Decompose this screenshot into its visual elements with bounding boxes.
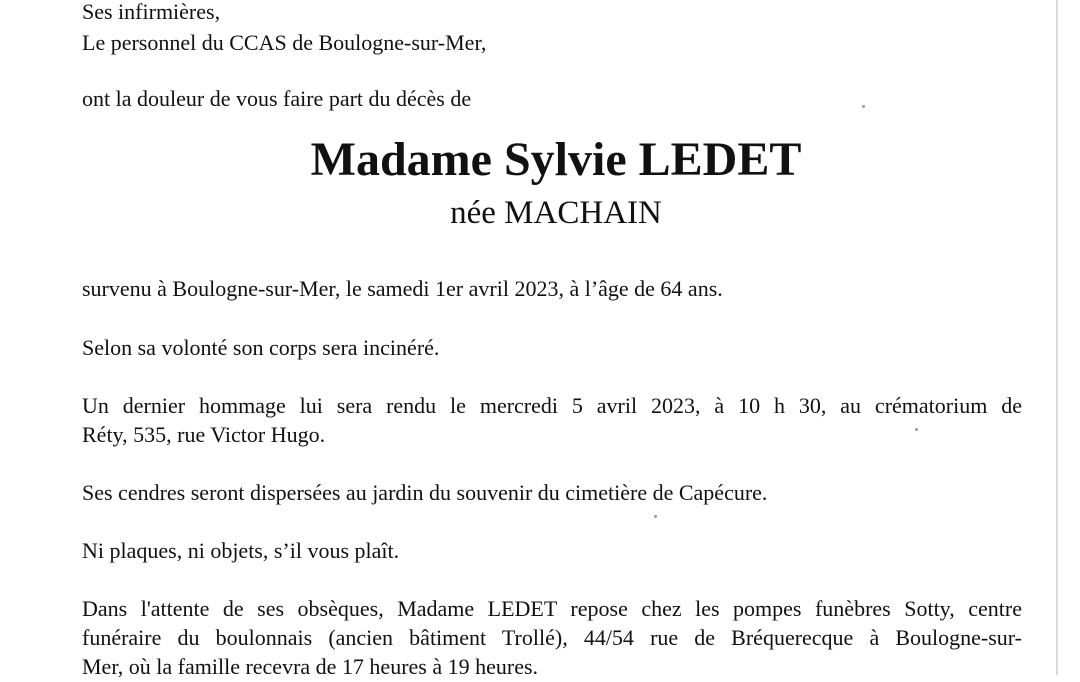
intro-text: ont la douleur de vous faire part du décès de xyxy=(82,86,472,111)
scan-speck xyxy=(654,515,657,518)
page-edge-rule xyxy=(1056,0,1058,675)
tribute-line-2: Réty, 535, rue Victor Hugo. xyxy=(82,422,326,447)
tribute-line-1: Un dernier hommage lui sera rendu le mercredi 5 avril 2023, à 10 h 30, au crématorium de xyxy=(82,393,1022,418)
deceased-name: Madame Sylvie LEDET xyxy=(310,133,802,186)
scan-speck xyxy=(862,105,865,108)
maiden-name: née MACHAIN xyxy=(450,195,662,231)
cremation-wish: Selon sa volonté son corps sera incinéré. xyxy=(82,335,440,360)
death-notice: survenu à Boulogne-sur-Mer, le samedi 1er avril 2023, à l’âge de 64 ans. xyxy=(82,276,723,301)
repose-line-3: Mer, où la famille recevra de 17 heures à 19 heures. xyxy=(82,654,539,679)
requests-text: Ni plaques, ni objets, s’il vous plaît. xyxy=(82,538,400,563)
header-line-staff: Le personnel du CCAS de Boulogne-sur-Mer, xyxy=(82,30,487,55)
repose-line-1: Dans l'attente de ses obsèques, Madame LEDET repose chez les pompes funèbres Sotty, centre xyxy=(82,596,1022,621)
ashes-text: Ses cendres seront dispersées au jardin du souvenir du cimetière de Capécure. xyxy=(82,480,768,505)
scan-speck xyxy=(915,428,918,431)
header-line-nurses: Ses infirmières, xyxy=(82,0,221,24)
repose-line-2: funéraire du boulonnais (ancien bâtiment Trollé), 44/54 rue de Bréquerecque à Boulogne-sur- xyxy=(82,625,1022,650)
